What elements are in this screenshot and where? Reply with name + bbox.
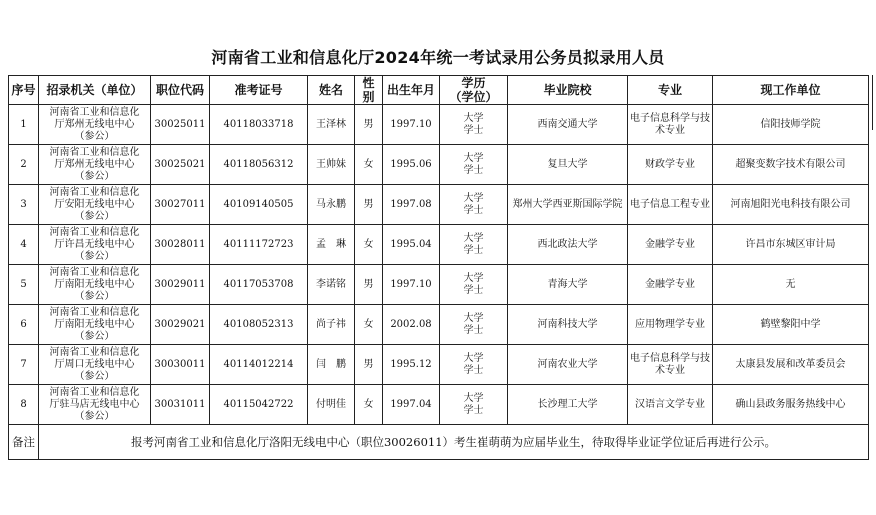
cell-name: 马永鹏 [308,185,355,225]
table-row [9,265,869,305]
note-row [9,425,869,460]
header-gender: 性别 [355,76,383,105]
cell-agency [39,385,151,425]
header-seq: 序号 [9,76,39,105]
cell-school: 河南农业大学 [508,345,628,385]
cell-birth: 1995.04 [383,225,440,265]
cell-gender: 女 [355,225,383,265]
cell-gender: 女 [355,145,383,185]
agency-line3: （参公） [74,250,115,262]
table-row [9,305,869,345]
header-row [9,76,869,105]
agency-line3: （参公） [74,290,115,302]
agency-line3: （参公） [74,170,115,182]
education-line1: 大学 [463,392,484,404]
table-row [9,385,869,425]
cell-position-code: 30028011 [151,225,210,265]
note-label: 备注 [9,425,39,460]
cell-school: 青海大学 [508,265,628,305]
cell-education [440,145,508,185]
cell-gender: 男 [355,345,383,385]
education-line1: 大学 [463,312,484,324]
cell-gender: 男 [355,265,383,305]
education-line2: 学士 [463,284,484,296]
cell-agency [39,145,151,185]
cell-workplace: 河南旭阳光电科技有限公司 [713,185,869,225]
cell-workplace: 无 [713,265,869,305]
table-right-edge [872,75,873,130]
cell-agency [39,105,151,145]
cell-gender: 女 [355,385,383,425]
cell-position-code: 30027011 [151,185,210,225]
cell-workplace: 太康县发展和改革委员会 [713,345,869,385]
cell-gender: 女 [355,305,383,345]
cell-name: 李诺铭 [308,265,355,305]
cell-education [440,225,508,265]
agency-line3: （参公） [74,410,115,422]
cell-seq: 5 [9,265,39,305]
cell-major: 应用物理学专业 [628,305,713,345]
cell-agency [39,305,151,345]
cell-workplace: 鹤壁黎阳中学 [713,305,869,345]
cell-gender: 男 [355,185,383,225]
cell-name: 闫 鹏 [308,345,355,385]
cell-exam-no: 40117053708 [210,265,308,305]
education-line2: 学士 [463,124,484,136]
cell-education [440,185,508,225]
education-line2: 学士 [463,324,484,336]
cell-workplace: 许昌市东城区审计局 [713,225,869,265]
note-text: 报考河南省工业和信息化厅洛阳无线电中心（职位30026011）考生崔萌萌为应届毕业生，待取得毕业证学位证后再进行公示。 [39,425,869,460]
cell-school: 西北政法大学 [508,225,628,265]
cell-school: 长沙理工大学 [508,385,628,425]
header-exam-no: 准考证号 [210,76,308,105]
header-birth: 出生年月 [383,76,440,105]
cell-position-code: 30030011 [151,345,210,385]
cell-birth: 1997.10 [383,105,440,145]
cell-position-code: 30025011 [151,105,210,145]
agency-line3: （参公） [74,210,115,222]
cell-major: 金融学专业 [628,225,713,265]
cell-position-code: 30025021 [151,145,210,185]
agency-line3: （参公） [74,130,115,142]
cell-birth: 1995.06 [383,145,440,185]
education-line1: 大学 [463,232,484,244]
cell-school: 河南科技大学 [508,305,628,345]
agency-line1: 河南省工业和信息化 [49,186,140,198]
cell-name: 尚子祎 [308,305,355,345]
cell-birth: 1997.08 [383,185,440,225]
cell-school: 郑州大学西亚斯国际学院 [508,185,628,225]
header-agency: 招录机关（单位） [39,76,151,105]
cell-exam-no: 40111172723 [210,225,308,265]
education-line2: 学士 [463,244,484,256]
agency-line2: 厅安阳无线电中心 [54,198,135,210]
cell-agency [39,225,151,265]
cell-seq: 4 [9,225,39,265]
cell-education [440,265,508,305]
cell-birth: 1995.12 [383,345,440,385]
header-school: 毕业院校 [508,76,628,105]
cell-name: 王泽林 [308,105,355,145]
agency-line2: 厅郑州无线电中心 [54,158,135,170]
education-line2: 学士 [463,204,484,216]
cell-school: 西南交通大学 [508,105,628,145]
agency-line1: 河南省工业和信息化 [49,266,140,278]
header-name: 姓名 [308,76,355,105]
table-row [9,185,869,225]
cell-gender: 男 [355,105,383,145]
cell-major: 汉语言文学专业 [628,385,713,425]
candidate-table [8,75,869,460]
cell-seq: 3 [9,185,39,225]
cell-exam-no: 40109140505 [210,185,308,225]
table-row [9,225,869,265]
header-education-line1: 学历 [461,76,486,90]
cell-agency [39,345,151,385]
cell-major: 电子信息工程专业 [628,185,713,225]
cell-major: 电子信息科学与技术专业 [628,345,713,385]
cell-education [440,105,508,145]
agency-line1: 河南省工业和信息化 [49,306,140,318]
table-row [9,105,869,145]
cell-birth: 1997.10 [383,265,440,305]
cell-major: 财政学专业 [628,145,713,185]
education-line2: 学士 [463,364,484,376]
cell-position-code: 30029021 [151,305,210,345]
cell-seq: 6 [9,305,39,345]
education-line1: 大学 [463,272,484,284]
education-line2: 学士 [463,404,484,416]
agency-line2: 厅驻马店无线电中心 [49,398,140,410]
cell-exam-no: 40118033718 [210,105,308,145]
agency-line2: 厅许昌无线电中心 [54,238,135,250]
header-workplace: 现工作单位 [713,76,869,105]
agency-line1: 河南省工业和信息化 [49,346,140,358]
agency-line3: （参公） [74,330,115,342]
cell-workplace: 确山县政务服务热线中心 [713,385,869,425]
cell-birth: 1997.04 [383,385,440,425]
agency-line1: 河南省工业和信息化 [49,146,140,158]
cell-education [440,345,508,385]
cell-name: 孟 琳 [308,225,355,265]
table-row [9,145,869,185]
cell-name: 付明佳 [308,385,355,425]
cell-education [440,385,508,425]
agency-line1: 河南省工业和信息化 [49,386,140,398]
header-position-code: 职位代码 [151,76,210,105]
education-line1: 大学 [463,352,484,364]
cell-major: 电子信息科学与技术专业 [628,105,713,145]
cell-position-code: 30031011 [151,385,210,425]
cell-birth: 2002.08 [383,305,440,345]
agency-line3: （参公） [74,370,115,382]
cell-agency [39,185,151,225]
cell-exam-no: 40108052313 [210,305,308,345]
agency-line1: 河南省工业和信息化 [49,226,140,238]
cell-workplace: 信阳技师学院 [713,105,869,145]
agency-line2: 厅南阳无线电中心 [54,318,135,330]
header-education [440,76,508,105]
cell-exam-no: 40115042722 [210,385,308,425]
education-line1: 大学 [463,192,484,204]
education-line1: 大学 [463,152,484,164]
education-line2: 学士 [463,164,484,176]
table-row [9,345,869,385]
header-education-line2: （学位） [449,90,498,104]
cell-workplace: 超聚变数字技术有限公司 [713,145,869,185]
cell-education [440,305,508,345]
page-title: 河南省工业和信息化厅2024年统一考试录用公务员拟录用人员 [211,48,665,67]
agency-line1: 河南省工业和信息化 [49,106,140,118]
agency-line2: 厅南阳无线电中心 [54,278,135,290]
cell-name: 王帅妹 [308,145,355,185]
cell-school: 复旦大学 [508,145,628,185]
cell-exam-no: 40114012214 [210,345,308,385]
agency-line2: 厅周口无线电中心 [54,358,135,370]
cell-seq: 7 [9,345,39,385]
cell-seq: 1 [9,105,39,145]
cell-major: 金融学专业 [628,265,713,305]
cell-exam-no: 40118056312 [210,145,308,185]
cell-position-code: 30029011 [151,265,210,305]
agency-line2: 厅郑州无线电中心 [54,118,135,130]
education-line1: 大学 [463,112,484,124]
cell-seq: 2 [9,145,39,185]
cell-seq: 8 [9,385,39,425]
header-major: 专业 [628,76,713,105]
cell-agency [39,265,151,305]
